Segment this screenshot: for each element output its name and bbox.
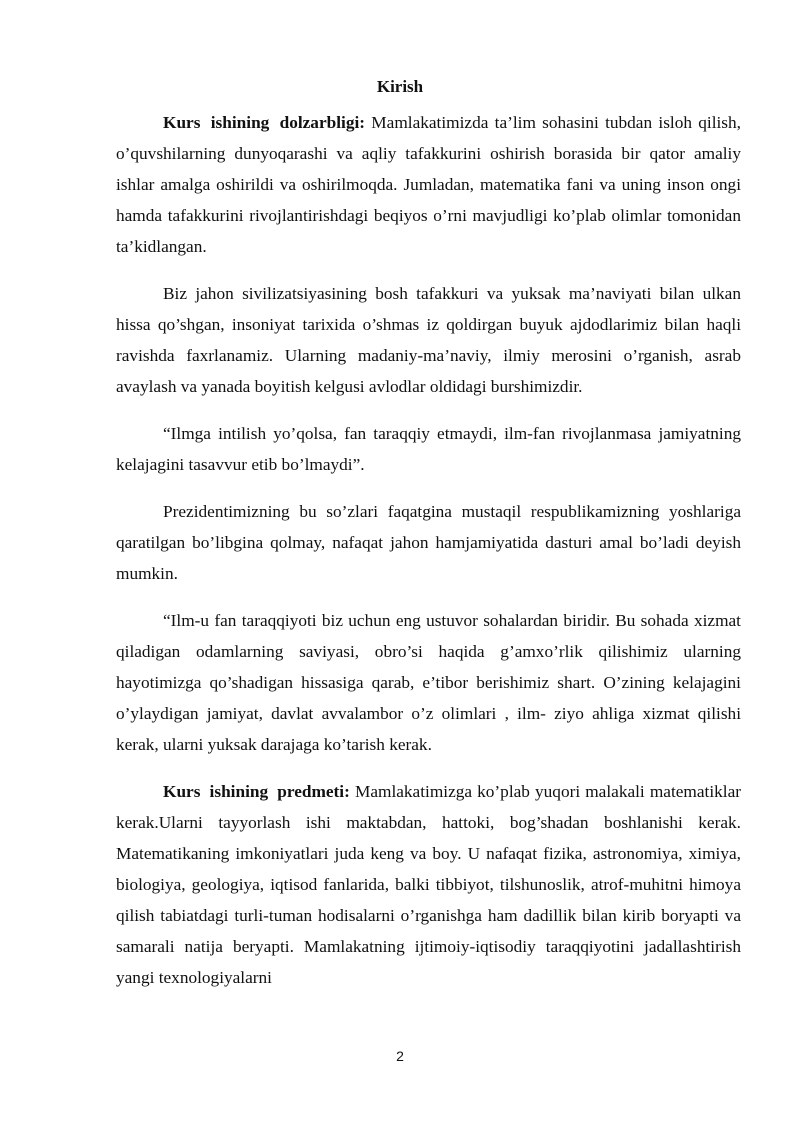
- paragraph-text: Mamlakatimizga ko’plab yuqori malakali matematiklar kerak.Ularni tayyorlash ishi maktabdan, hattoki, bog’shadan boshlanishi kerak. Matematikaning imkoniyatlari juda keng va boy. U nafaqat fizika, astronomiya, ximiya, biologiya, geologiya, iqtisod fanlarida, balki tibbiyot, tilshunoslik, atrof-muhitni himoya qilish tabiatdagi turli-tuman hodisalarni o’rganishga ham dadillik bilan kirib boryapti va samarali natija beryapti. Mamlakatning ijtimoiy-iqtisodiy taraqqiyotini jadallashtirish yangi texnologiyalarni: [116, 782, 741, 987]
- page-title: Kirish: [376, 77, 424, 96]
- document-body: [116, 107, 741, 1009]
- section-lead-relevance: Kurs ishining dolzarbligi:: [163, 113, 366, 132]
- page-number: 2: [396, 1048, 404, 1064]
- paragraph-text: Biz jahon sivilizatsiyasining bosh tafakkuri va yuksak ma’naviyati bilan ulkan hissa qo’shgan, insoniyat tarixida o’shmas iz qoldirgan buyuk ajdodlarimiz bilan haqli ravishda faxrlanamiz. Ularning madaniy-ma’naviy, ilmiy merosini o’rganish, asrab avaylash va yanada boyitish kelgusi avlodlar oldidagi burshimizdir.: [116, 284, 741, 396]
- paragraph-president: [116, 496, 741, 589]
- paragraph-text: Mamlakatimizda ta’lim sohasini tubdan isloh qilish, o’quvshilarning dunyoqarashi va aqliy tafakkurini oshirish borasida bir qator amaliy ishlar amalga oshirildi va oshirilmoqda. Jumladan, matematika fani va uning inson ongi hamda tafakkurini rivojlantirishdagi beqiyos o’rni mavjudligi ko’plab olimlar tomonidan ta’kidlangan.: [116, 113, 741, 256]
- section-lead-subject: Kurs ishining predmeti:: [163, 782, 350, 801]
- paragraph-text: “Ilm-u fan taraqqiyoti biz uchun eng ustuvor sohalardan biridir. Bu sohada xizmat qiladigan odamlarning saviyasi, obro’si haqida g’amxo’rlik qilishimiz ularning hayotimizga qo’shadigan hissasiga qarab, e’tibor berishimiz shart. O’zining kelajagini o’ylaydigan jamiyat, davlat avvalambor o’z olimlari , ilm- ziyo ahliga xizmat qilishi kerak, ularni yuksak darajaga ko’tarish kerak.: [116, 611, 741, 754]
- paragraph-quote-science: [116, 418, 741, 480]
- paragraph-text: “Ilmga intilish yo’qolsa, fan taraqqiy etmaydi, ilm-fan rivojlanmasa jamiyatning kelajagini tasavvur etib bo’lmaydi”.: [116, 424, 741, 474]
- paragraph-relevance: [116, 107, 741, 262]
- paragraph-text: Prezidentimizning bu so’zlari faqatgina mustaqil respublikamizning yoshlariga qaratilgan bo’libgina qolmay, nafaqat jahon hamjamiyatida dasturi amal bo’ladi deyish mumkin.: [116, 502, 741, 583]
- paragraph-quote-progress: [116, 605, 741, 760]
- paragraph-civilization: [116, 278, 741, 402]
- paragraph-subject: [116, 776, 741, 993]
